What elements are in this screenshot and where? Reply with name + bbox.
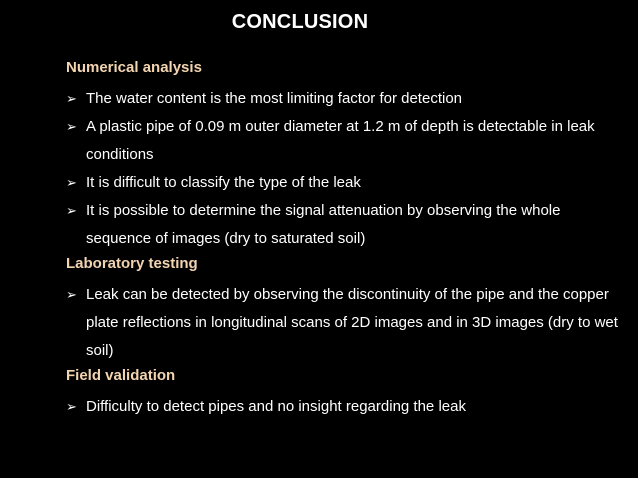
bullet-text: It is possible to determine the signal attenuation by observing the whole sequence of images (dry to saturated soil) [86,202,561,247]
bullet-item [66,197,626,253]
slide-title: CONCLUSION [231,11,369,33]
bullet-item [66,169,626,197]
bullet-text: A plastic pipe of 0.09 m outer diameter at 1.2 m of depth is detectable in leak conditions [86,118,595,163]
bullet-item [66,393,626,421]
bullet-text: It is difficult to classify the type of the leak [86,174,361,191]
section-heading: Field validation [66,367,176,384]
bullet-item [66,281,626,365]
section-laboratory-testing [66,253,626,365]
arrowhead-bullet-icon: ➢ [66,119,77,134]
bullet-text: Leak can be detected by observing the discontinuity of the pipe and the copper plate reflections in longitudinal scans of 2D images and in 3D images (dry to wet soil) [86,286,618,359]
arrowhead-bullet-icon: ➢ [66,175,77,190]
section-numerical-analysis [66,57,626,253]
bullet-item [66,85,626,113]
bullet-text: The water content is the most limiting factor for detection [86,90,463,107]
bullet-item [66,113,626,169]
section-heading: Numerical analysis [66,59,202,76]
arrowhead-bullet-icon: ➢ [66,399,77,414]
arrowhead-bullet-icon: ➢ [66,91,77,106]
arrowhead-bullet-icon: ➢ [66,287,77,302]
section-field-validation [66,365,626,421]
section-heading: Laboratory testing [66,255,198,272]
arrowhead-bullet-icon: ➢ [66,203,77,218]
bullet-text: Difficulty to detect pipes and no insight regarding the leak [86,398,466,415]
slide-content [66,57,626,421]
